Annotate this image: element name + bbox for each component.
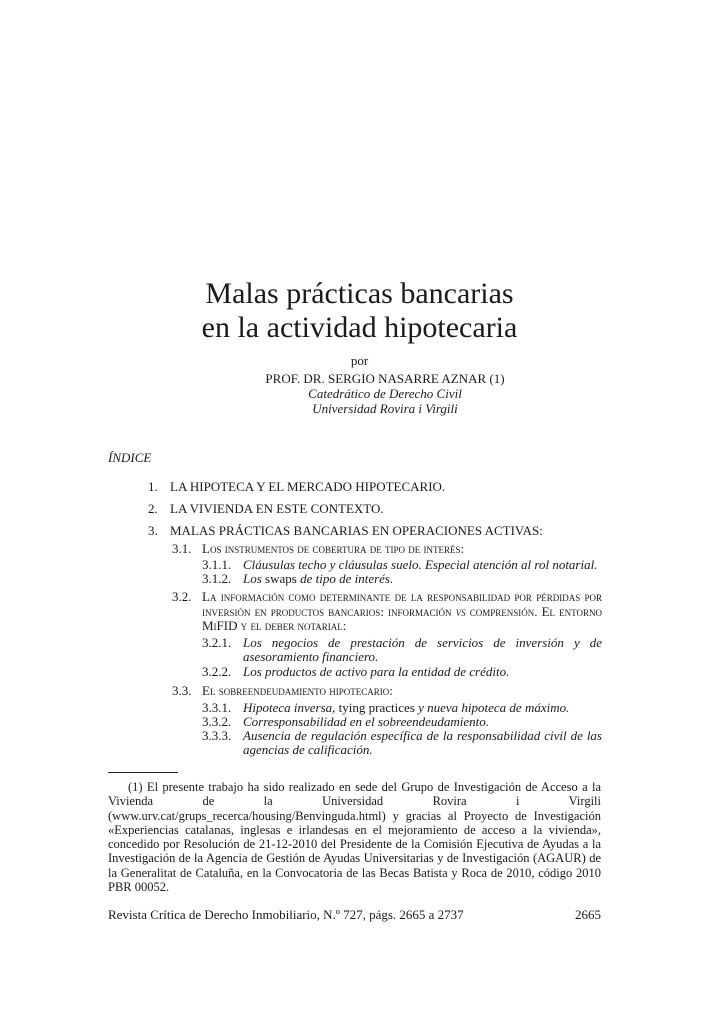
toc-text-part: tying practices [335,700,419,715]
toc-number: 3.1. [172,541,192,556]
toc-text [202,590,602,634]
toc-number: 3.3.3. [202,728,232,743]
toc-text-part: vs [455,603,466,619]
toc-text-part: La información como determinante de la responsabilidad por pérdidas por inversión en productos bancarios: información [202,589,602,619]
toc-number: 2. [148,501,158,516]
author-block [235,371,535,416]
page-number: 2665 [575,907,601,922]
article-title-line-1: Malas prácticas bancarias [205,277,514,310]
toc-number: 1. [148,479,158,494]
toc-number: 3. [148,523,158,538]
toc-subsubitem [202,558,602,572]
toc-subsubitem [202,665,602,679]
footnote: (1) El presente trabajo ha sido realizado en sede del Grupo de Investigación de Acceso a la Vivienda de la Universidad Rovira i Virgili (www.urv.cat/grups_recerca/housing/Benvinguda.html) y gracias al Proyecto de Investigación «Experiencias catalanas, inglesas e irlandesas en el mejoramiento de acceso a la vivienda», concedido por Resolución de 21-12-2010 del Presidente de la Comisión Ejecutiva de Ayudas a la Investigación de la Agencia de Gestión de Ayudas Universitarias y de Investigación (AGAUR) de la Generalitat de Cataluña, en la Convocatoria de las Becas Batista y Roca de 2010, código 2010 PBR 00052. [108,780,601,895]
toc-text [243,572,602,586]
toc-text [243,701,602,715]
author-institution: Universidad Rovira i Virgili [312,401,458,416]
toc-subsubitem [202,729,602,756]
toc-text: El sobreendeudamiento hipotecario: [202,683,393,698]
toc-subitem [172,542,602,557]
toc-text-part: y nueva hipoteca de máximo. [418,700,570,715]
article-title-line-2: en la actividad hipotecaria [201,311,518,344]
toc-text: Corresponsabilidad en el sobreendeudamiento. [243,714,490,729]
toc-number: 3.2.2. [202,664,232,679]
toc-text: Los instrumentos de cobertura de tipo de interés: [202,541,465,556]
byline-por: por [350,353,369,368]
author-name: PROF. DR. SERGIO NASARRE AZNAR (1) [265,371,505,386]
toc-text: MALAS PRÁCTICAS BANCARIAS EN OPERACIONES ACTIVAS: [170,523,543,538]
index-heading: ÍNDICE [108,450,152,465]
toc-subsubitem [202,715,602,729]
footnote-divider [108,772,178,773]
toc-text: Cláusulas techo y cláusulas suelo. Especial atención al rol notarial. [243,557,598,572]
toc-text: Los productos de activo para la entidad de crédito. [243,664,510,679]
toc-number: 3.3.1. [202,700,232,715]
toc-item [148,523,543,539]
toc-subitem [172,590,602,634]
journal-citation: Revista Crítica de Derecho Inmobiliario, N.º 727, págs. 2665 a 2737 [108,907,464,922]
author-position: Catedrático de Derecho Civil [308,386,462,401]
toc-number: 3.2.1. [202,635,232,650]
toc-subsubitem [202,636,602,663]
toc-text: Ausencia de regulación específica de la responsabilidad civil de las agencias de calificación. [243,728,602,757]
page-footer [108,907,601,923]
toc-item [148,501,384,517]
toc-text: LA VIVIENDA EN ESTE CONTEXTO. [170,501,384,516]
toc-number: 3.3. [172,683,192,698]
toc-number: 3.1.1. [202,557,232,572]
toc-text-part: comprensión. El entorno MiFID y el deber notarial: [202,603,602,633]
toc-text: LA HIPOTECA Y EL MERCADO HIPOTECARIO. [170,479,446,494]
toc-item [148,479,445,495]
toc-number: 3.3.2. [202,714,232,729]
toc-subitem [172,684,602,699]
toc-text-part: Los [243,571,262,586]
toc-text-part: Hipoteca inversa, [243,700,336,715]
toc-subsubitem [202,701,602,715]
toc-number: 3.2. [172,589,192,604]
toc-number: 3.1.2. [202,571,232,586]
toc-subsubitem [202,572,602,586]
toc-text-part: swaps [261,571,301,586]
toc-text-part: de tipo de interés. [300,571,394,586]
toc-text: Los negocios de prestación de servicios de inversión y de asesoramiento financiero. [243,635,602,664]
